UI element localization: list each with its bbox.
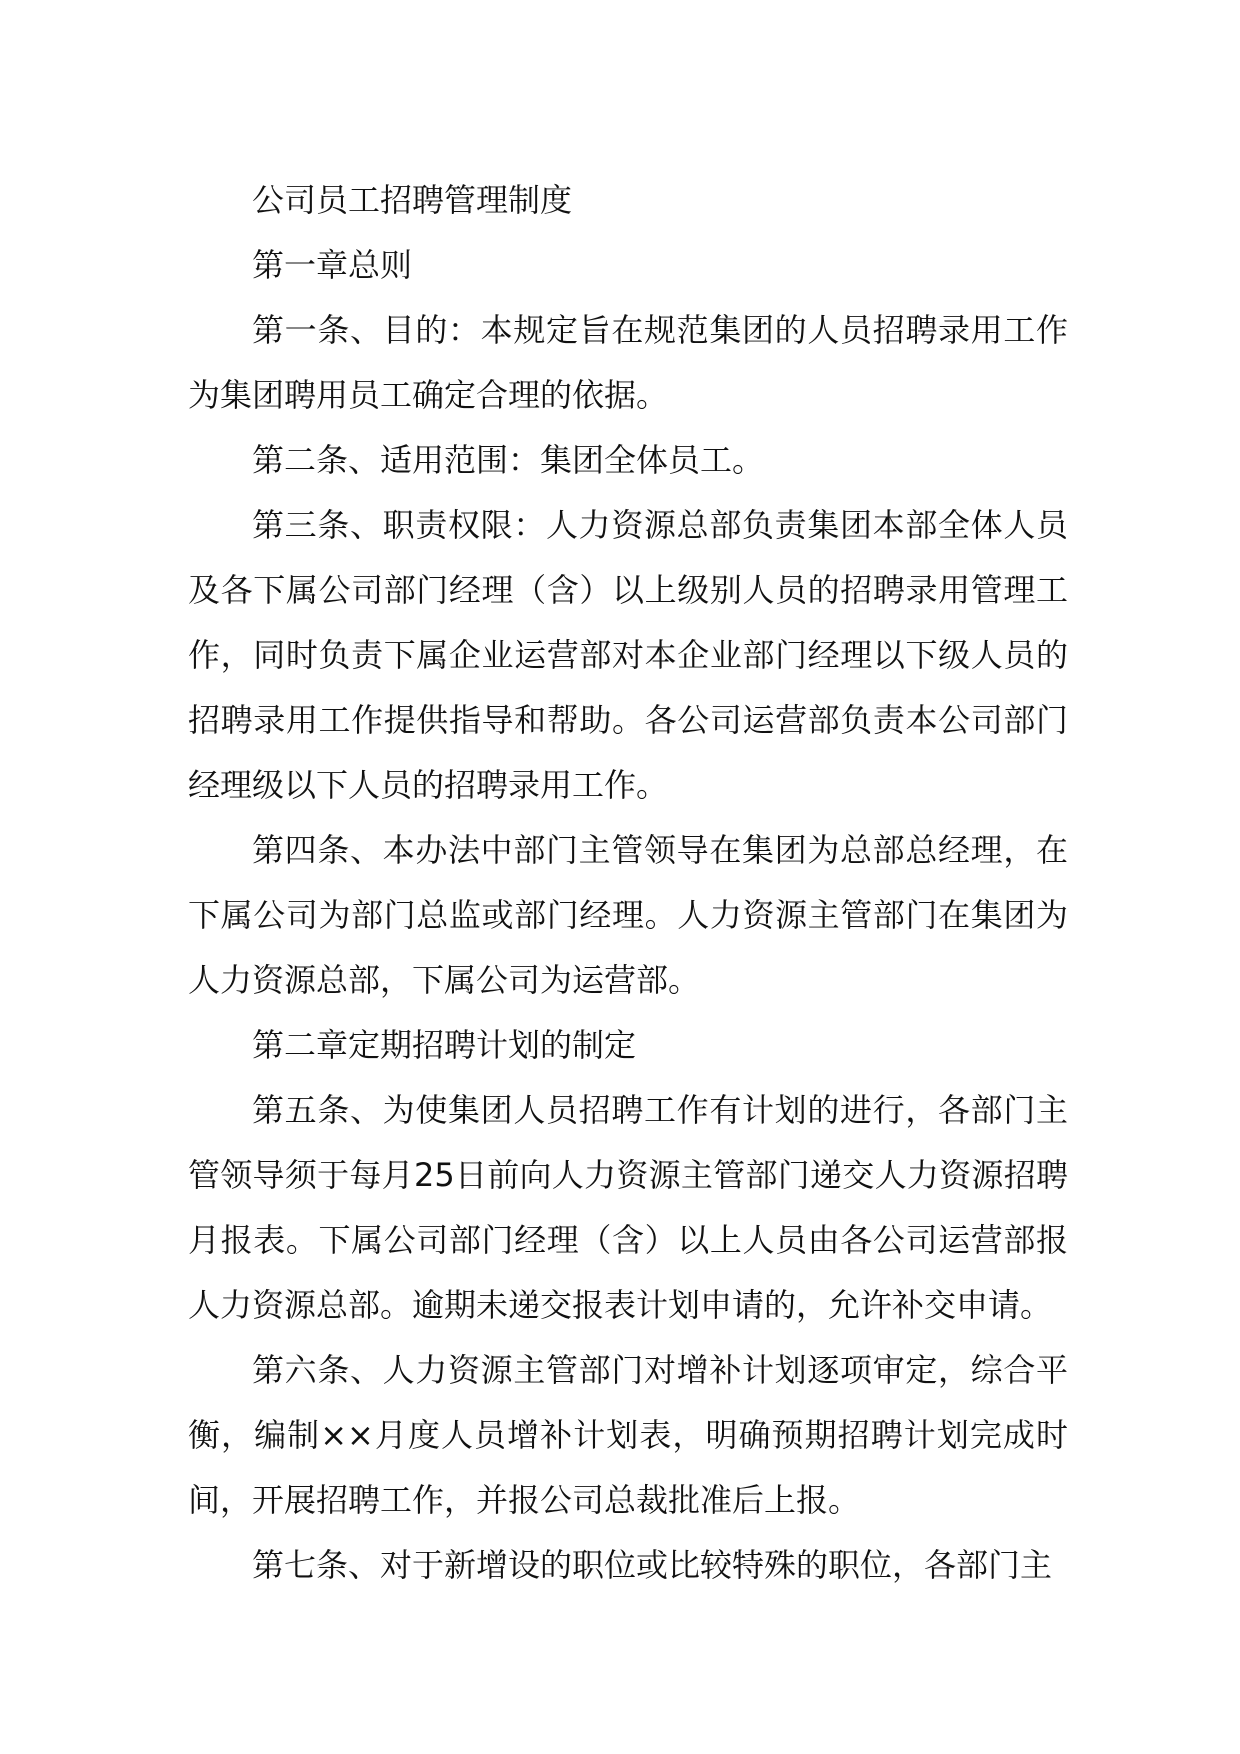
paragraph: 第四条、本办法中部门主管领导在集团为总部总经理，在下属公司为部门总监或部门经理。人力资源主管部门在集团为人力资源总部，下属公司为运营部。 — [188, 831, 1068, 999]
paragraph: 第一条、目的：本规定旨在规范集团的人员招聘录用工作为集团聘用员工确定合理的依据。 — [188, 311, 1068, 414]
paragraph: 第七条、对于新增设的职位或比较特殊的职位，各部门主 — [252, 1546, 1053, 1584]
paragraph: 第三条、职责权限：人力资源总部负责集团本部全体人员及各下属公司部门经理（含）以上级别人员的招聘录用管理工作，同时负责下属企业运营部对本企业部门经理以下级人员的招聘录用工作提供指导和帮助。各公司运营部负责本公司部门经理级以下人员的招聘录用工作。 — [188, 506, 1068, 804]
document-body — [188, 168, 1068, 1598]
paragraph: 第二条、适用范围：集团全体员工。 — [252, 441, 765, 479]
paragraph: 第五条、为使集团人员招聘工作有计划的进行，各部门主管领导须于每月25日前向人力资源主管部门递交人力资源招聘月报表。下属公司部门经理（含）以上人员由各公司运营部报人力资源总部。逾期未递交报表计划申请的，允许补交申请。 — [188, 1091, 1068, 1324]
chapter-heading: 第一章总则 — [252, 246, 413, 284]
paragraph: 第六条、人力资源主管部门对增补计划逐项审定，综合平衡，编制××月度人员增补计划表，明确预期招聘计划完成时间，开展招聘工作，并报公司总裁批准后上报。 — [188, 1351, 1068, 1519]
document-title: 公司员工招聘管理制度 — [252, 181, 573, 219]
chapter-heading: 第二章定期招聘计划的制定 — [252, 1026, 637, 1064]
